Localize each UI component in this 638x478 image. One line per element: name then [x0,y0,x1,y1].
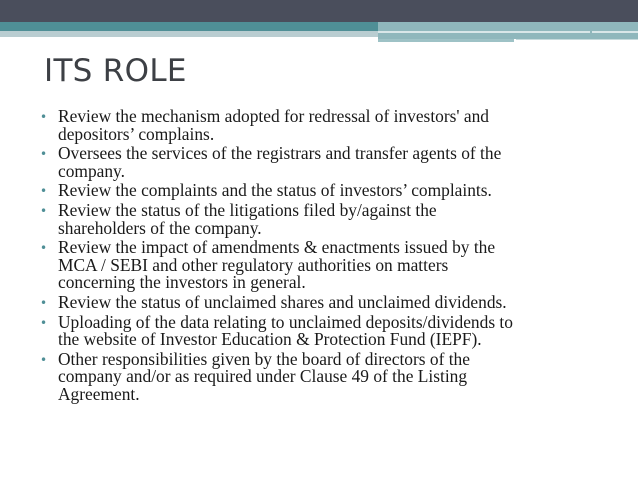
bullet-line: company and/or as required under Clause 49 of the Listing [58,366,468,387]
bullet-line: Review the impact of amendments & enactments issued by the [58,237,496,258]
bullet-line: Review the mechanism adopted for redressal of investors' and [58,106,490,126]
bullet-dot-icon: • [40,241,48,256]
bullet-line: depositors’ complains. [58,123,215,144]
slide-title: ITS ROLE [44,53,187,89]
bullet-item [38,239,634,292]
bullet-item [38,199,634,238]
header-accent-line [378,39,514,42]
bullet-item [38,291,634,312]
bullet-item [38,108,634,143]
bullet-dot-icon: • [40,147,48,162]
bullet-line: Other responsibilities given by the board of directors of the [58,348,470,369]
bullet-item [38,348,634,404]
bullet-line: Review the complaints and the status of investors’ complaints. [58,180,492,201]
bullet-item [38,311,634,350]
slide-body [38,108,634,406]
bullet-line: Agreement. [58,383,140,404]
bullet-line: Oversees the services of the registrars and transfer agents of the [58,143,502,164]
bullet-line: Uploading of the data relating to unclaimed deposits/dividends to [58,311,513,332]
bullet-dot-icon: • [40,295,48,310]
header-accent-line [378,31,590,33]
header-band-light [0,31,380,37]
bullet-dot-icon: • [40,184,48,199]
bullet-dot-icon: • [40,315,48,330]
bullet-item [38,182,634,200]
bullet-line: company. [58,160,125,181]
bullet-line: Review the status of the litigations filed by/against the [58,199,437,220]
header-accent-line [516,39,638,40]
bullet-line: concerning the investors in general. [58,272,306,293]
bullet-dot-icon: • [40,352,48,367]
bullet-line: shareholders of the company. [58,217,262,238]
bullet-dot-icon: • [40,203,48,218]
bullet-line: Review the status of unclaimed shares and unclaimed dividends. [58,291,507,312]
header-band-dark [0,0,638,22]
header-accent-line [592,31,638,33]
bullet-item [38,145,634,180]
bullet-line: MCA / SEBI and other regulatory authorities on matters [58,254,449,275]
bullet-dot-icon: • [40,110,48,124]
bullet-list [38,108,634,404]
bullet-line: the website of Investor Education & Protection Fund (IEPF). [58,329,482,350]
